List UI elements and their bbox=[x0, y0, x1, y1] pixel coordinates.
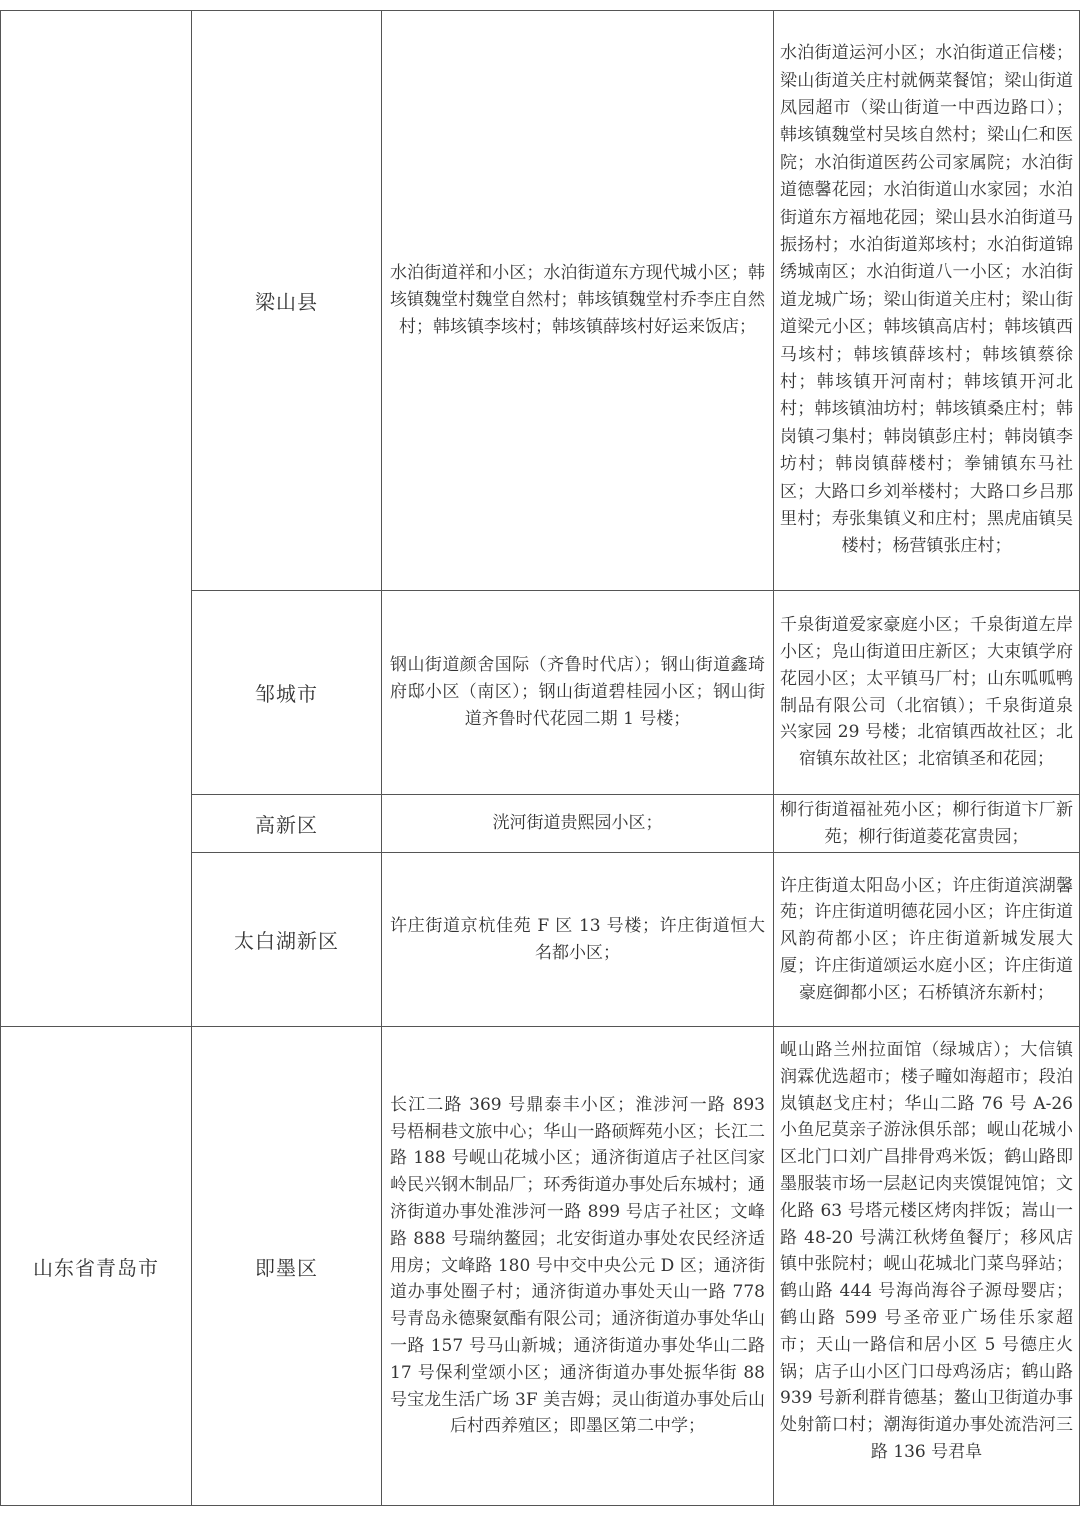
district-name: 邹城市 bbox=[255, 682, 318, 706]
location-list: 钢山街道颜舍国际（齐鲁时代店）；钢山街道鑫琦府邸小区（南区）；钢山街道碧桂园小区；钢山街道齐鲁时代花园二期 1 号楼； bbox=[390, 655, 765, 729]
location-list: 水泊街道运河小区；水泊街道正信楼；梁山街道关庄村就俩菜餐馆；梁山街道凤园超市（梁山街道一中西边路口）；韩垓镇魏堂村吴垓自然村；梁山仁和医院；水泊街道医药公司家属院；水泊街道德馨花园；水泊街道山水家园；水泊街道东方福地花园；梁山县水泊街道马振扬村；水泊街道郑垓村；水泊街道锦绣城南区；水泊街道八一小区；水泊街道龙城广场；梁山街道关庄村；梁山街道梁元小区；韩垓镇高店村；韩垓镇西马垓村；韩垓镇薛垓村；韩垓镇蔡徐村；韩垓镇开河南村；韩垓镇开河北村；韩垓镇油坊村；韩垓镇桑庄村；韩岗镇刁集村；韩岗镇彭庄村；韩岗镇李坊村；韩岗镇薛楼村；拳铺镇东马社区；大路口乡刘举楼村；大路口乡吕那里村；寿张集镇义和庄村；黑虎庙镇吴楼村；杨营镇张庄村； bbox=[780, 43, 1073, 557]
table-cell bbox=[382, 11, 773, 590]
table-row bbox=[192, 11, 381, 590]
table-row bbox=[1, 1027, 191, 1505]
district-name: 即墨区 bbox=[255, 1255, 318, 1280]
table-cell bbox=[774, 1027, 1079, 1505]
table-row bbox=[192, 591, 381, 794]
district-name: 梁山县 bbox=[255, 290, 318, 314]
city-name: 山东省青岛市 bbox=[33, 1255, 159, 1280]
location-list: 水泊街道祥和小区；水泊街道东方现代城小区；韩垓镇魏堂村魏堂自然村；韩垓镇魏堂村乔李庄自然村；韩垓镇李垓村；韩垓镇薛垓村好运来饭店； bbox=[390, 263, 765, 337]
location-list: 长江二路 369 号鼎泰丰小区；淮涉河一路 893 号梧桐巷文旅中心；华山一路硕辉苑小区；长江二路 188 号岘山花城小区；通济街道店子社区闫家岭民兴钢木制品厂；环秀街道办事处后东城村；通济街道办事处淮涉河一路 899 号店子社区；文峰路 888 号瑞纳鳌园；北安街道办事处农民经济适用房；文峰路 180 号中交中央公元 D 区；通济街道办事处圈子村；通济街道办事处天山一路 778 号青岛永德聚氨酯有限公司；通济街道办事处华山一路 157 号马山新城；通济街道办事处华山二路 17 号保利堂颂小区；通济街道办事处振华街 88 号宝龙生活广场 3F 美吉姆；灵山街道办事处后山后村西养殖区；即墨区第二中学； bbox=[390, 1094, 765, 1437]
table-row bbox=[192, 795, 381, 852]
table-cell bbox=[192, 1027, 381, 1505]
location-list: 洸河街道贵熙园小区； bbox=[492, 813, 663, 834]
table-cell bbox=[774, 11, 1079, 590]
location-list: 许庄街道太阳岛小区；许庄街道滨湖馨苑；许庄街道明德花园小区；许庄街道风韵荷都小区；许庄街道新城发展大厦；许庄街道颂运水庭小区；许庄街道豪庭御都小区；石桥镇济东新村； bbox=[780, 875, 1073, 1003]
location-list: 柳行街道福祉苑小区；柳行街道卞厂新苑；柳行街道菱花富贵园； bbox=[780, 799, 1073, 847]
table-cell bbox=[774, 591, 1079, 794]
district-name: 太白湖新区 bbox=[234, 929, 339, 953]
table-cell bbox=[774, 853, 1079, 1026]
location-list: 岘山路兰州拉面馆（绿城店）；大信镇润霖优选超市；楼子疃如海超市；段泊岚镇赵戈庄村；华山二路 76 号 A-26 小鱼尼莫亲子游泳俱乐部；岘山花城小区北门口刘广昌排骨鸡米饭；鹤山路即墨服装市场一层赵记肉夹馍馄饨馆；文化路 63 号塔元楼区烤肉拌饭；嵩山一路 48-20 号满江秋烤鱼餐厅；移风店镇中张院村；岘山花城北门菜鸟驿站；鹤山路 444 号海尚海谷子源母婴店；鹤山路 599 号圣帝亚广场佳乐家超市；天山一路信和居小区 5 号德庄火锅；店子山小区门口母鸡汤店；鹤山路 939 号新利群肯德基；鳌山卫街道办事处射箭口村；潮海街道办事处流浩河三路 136 号君阜 bbox=[780, 1040, 1073, 1462]
table-cell bbox=[382, 591, 773, 794]
table-cell bbox=[382, 1027, 773, 1505]
table-cell bbox=[382, 853, 773, 1026]
location-list: 许庄街道京杭佳苑 F 区 13 号楼；许庄街道恒大名都小区； bbox=[390, 915, 765, 963]
table-cell bbox=[774, 795, 1079, 852]
district-name: 高新区 bbox=[255, 813, 318, 837]
table-cell bbox=[382, 795, 773, 852]
location-list: 千泉街道爱家豪庭小区；千泉街道左岸小区；凫山街道田庄新区；大束镇学府花园小区；太平镇马厂村；山东呱呱鸭制品有限公司（北宿镇）；千泉街道泉兴家园 29 号楼；北宿镇西故社区；北宿镇东故社区；北宿镇圣和花园； bbox=[780, 615, 1073, 770]
table-row bbox=[192, 853, 381, 1026]
